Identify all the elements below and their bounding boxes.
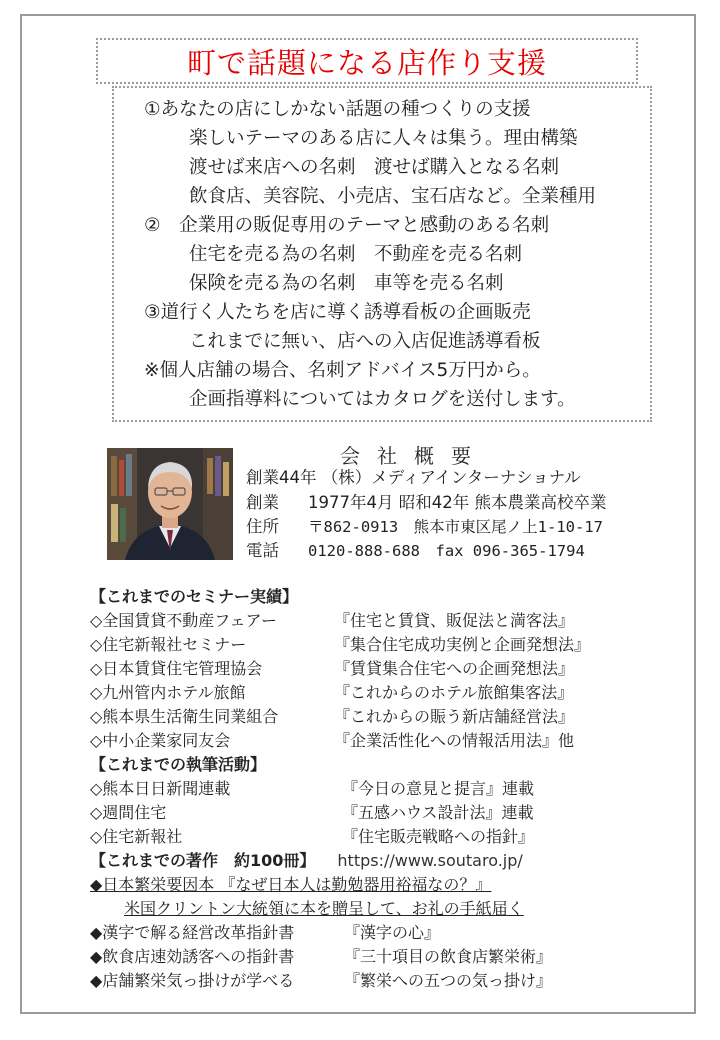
book-row: [90, 922, 441, 944]
phone-row: [246, 540, 585, 562]
founded-row: [246, 492, 606, 514]
service-line: 渡せば来店への名刺 渡せば購入となる名刺: [189, 157, 560, 178]
seminar-org: ◇日本賃貸住宅管理協会: [90, 659, 263, 678]
address-row: [246, 516, 603, 538]
seminar-row: [90, 706, 575, 728]
writing-org: ◇週間住宅: [90, 803, 167, 822]
founder-photo: [107, 448, 233, 560]
service-line: ※個人店舗の場合、名刺アドバイス5万円から。: [144, 360, 541, 381]
writing-org: ◇住宅新報社: [90, 827, 183, 846]
page-title: 町で話題になる店作り支援: [186, 45, 547, 80]
seminar-row: [90, 658, 575, 680]
founded-value: 1977年4月 昭和42年 熊本農業高校卒業: [308, 493, 607, 512]
phone-value: 0120-888-688 fax 096-365-1794: [308, 542, 585, 560]
writing-row: [90, 778, 535, 800]
seminar-org: ◇熊本県生活衛生同業組合: [90, 707, 279, 726]
book-title: 『繁栄への五つの気っ掛け』: [344, 971, 553, 990]
writing-row: [90, 802, 534, 824]
writing-topic: 『五感ハウス設計法』連載: [342, 803, 534, 822]
seminar-org: ◇全国賃貸不動産フェアー: [90, 611, 278, 630]
service-line: ①あなたの店にしかない話題の種つくりの支援: [144, 99, 531, 120]
website-link[interactable]: https://www.soutaro.jp/: [337, 851, 523, 870]
service-line: 企画指導料についてはカタログを送付します。: [189, 389, 576, 410]
founded-label: 創業: [246, 493, 279, 512]
books-heading-row: [90, 850, 523, 872]
book-title: 『三十項目の飲食店繁栄術』: [344, 947, 553, 966]
featured-book-note: 米国クリントン大統領に本を贈呈して、お礼の手紙届く: [124, 899, 524, 918]
seminar-row: [90, 610, 575, 632]
seminar-topic: 『これからのホテル旅館集客法』: [334, 683, 574, 702]
books-heading: 【これまでの著作 約100冊】: [90, 851, 316, 870]
book-row: [90, 946, 553, 968]
book-desc: ◆漢字で解る経営改革指針書: [90, 923, 295, 942]
service-line: 飲食店、美容院、小売店、宝石店など。全業種用: [189, 186, 597, 207]
address-value: 〒862-0913 熊本市東区尾ノ上1-10-17: [308, 518, 603, 536]
company-name: 創業44年 （株）メディアインターナショナル: [246, 468, 581, 487]
seminar-topic: 『賃貸集合住宅への企画発想法』: [334, 659, 575, 678]
service-line: 保険を売る為の名刺 車等を売る名刺: [189, 273, 504, 294]
book-desc: ◆店舗繁栄気っ掛けが学べる: [90, 971, 295, 990]
writing-org: ◇熊本日日新聞連載: [90, 779, 231, 798]
seminar-org: ◇中小企業家同友会: [90, 731, 231, 750]
seminar-org: ◇住宅新報社セミナー: [90, 635, 247, 654]
company-profile-heading: 会社概要: [340, 444, 488, 468]
service-line: ③道行く人たちを店に導く誘導看板の企画販売: [144, 302, 531, 323]
writing-row: [90, 826, 535, 848]
seminar-row: [90, 682, 574, 704]
seminar-row: [90, 634, 591, 656]
writings-heading: 【これまでの執筆活動】: [90, 755, 267, 774]
seminar-org: ◇九州管内ホテル旅館: [90, 683, 246, 702]
service-line: 楽しいテーマのある店に人々は集う。理由構築: [189, 128, 578, 149]
seminar-topic: 『集合住宅成功実例と企画発想法』: [334, 635, 591, 654]
writing-topic: 『住宅販売戦略への指針』: [342, 827, 535, 846]
seminar-topic: 『企業活性化への情報活用法』他: [334, 731, 575, 750]
service-line: ② 企業用の販促専用のテーマと感動のある名刺: [144, 215, 550, 236]
writing-topic: 『今日の意見と提言』連載: [342, 779, 535, 798]
title-box: [96, 38, 638, 84]
book-desc: ◆飲食店速効誘客への指針書: [90, 947, 295, 966]
seminar-topic: 『これからの賑う新店舗経営法』: [334, 707, 575, 726]
seminar-row: [90, 730, 575, 752]
service-line: これまでに無い、店への入店促進誘導看板: [189, 331, 541, 352]
book-row: [90, 970, 553, 992]
seminar-topic: 『住宅と賃貸、販促法と満客法』: [334, 611, 575, 630]
services-box: [112, 86, 652, 422]
book-title: 『漢字の心』: [344, 923, 441, 942]
service-line: 住宅を売る為の名刺 不動産を売る名刺: [189, 244, 523, 265]
address-label: 住所: [246, 517, 279, 536]
seminars-heading: 【これまでのセミナー実績】: [90, 587, 299, 606]
featured-book-line: ◆日本繁栄要因本 『なぜ日本人は勤勉器用裕福なの？』: [90, 875, 492, 894]
phone-label: 電話: [246, 541, 279, 560]
